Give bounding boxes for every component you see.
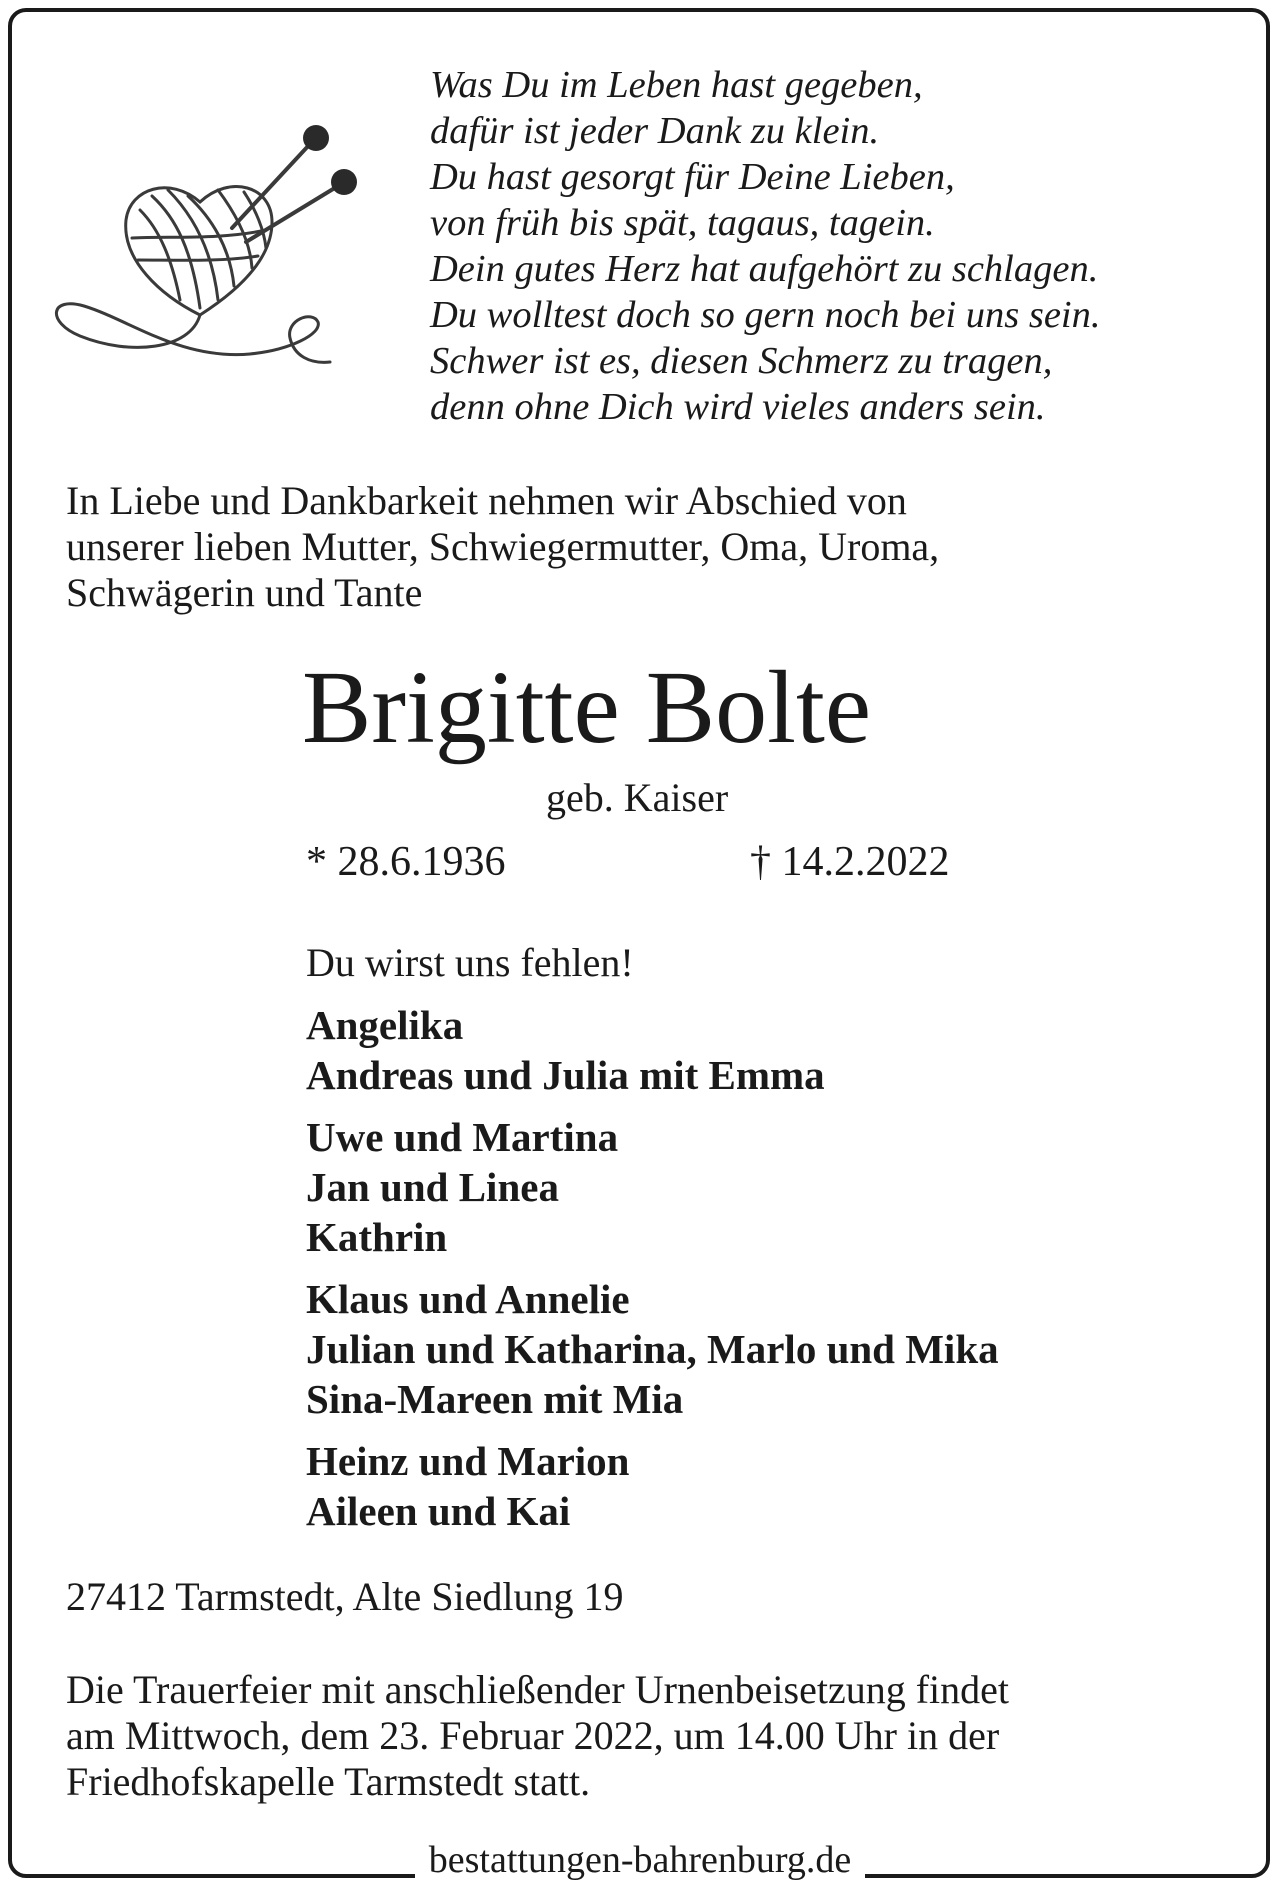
mourner-group bbox=[306, 1112, 1226, 1262]
mourner-group bbox=[306, 1000, 1226, 1100]
address: 27412 Tarmstedt, Alte Siedlung 19 bbox=[66, 1574, 624, 1619]
yarn-heart-knitting-needles-icon bbox=[40, 110, 380, 410]
mourner-line: Angelika bbox=[306, 1002, 464, 1048]
poem-line: dafür ist jeder Dank zu klein. bbox=[430, 110, 880, 152]
mourners-list bbox=[306, 1000, 1226, 1548]
poem-line: Du hast gesorgt für Deine Lieben, bbox=[430, 156, 955, 198]
poem-line: Du wolltest doch so gern noch bei uns sein. bbox=[430, 294, 1101, 336]
footer bbox=[0, 1838, 1280, 1882]
ceremony-line: Die Trauerfeier mit anschließender Urnenbeisetzung findet bbox=[66, 1667, 1010, 1712]
farewell-line: Du wirst uns fehlen! bbox=[306, 940, 634, 985]
intro-text bbox=[66, 478, 1226, 616]
poem bbox=[430, 62, 1250, 430]
ceremony-line: am Mittwoch, dem 23. Februar 2022, um 14.00 Uhr in der bbox=[66, 1713, 1000, 1758]
intro-line: Schwägerin und Tante bbox=[66, 570, 423, 615]
death-date: † 14.2.2022 bbox=[750, 839, 950, 885]
deceased-name: Brigitte Bolte bbox=[302, 650, 872, 765]
maiden-name: geb. Kaiser bbox=[546, 775, 729, 820]
poem-line: von früh bis spät, tagaus, tagein. bbox=[430, 202, 935, 244]
mourner-line: Julian und Katharina, Marlo und Mika bbox=[306, 1326, 999, 1372]
mourner-group bbox=[306, 1436, 1226, 1536]
poem-line: Dein gutes Herz hat aufgehört zu schlagen. bbox=[430, 248, 1099, 290]
ceremony-notice bbox=[66, 1667, 1236, 1805]
birth-date: * 28.6.1936 bbox=[306, 839, 506, 885]
poem-line: Schwer ist es, diesen Schmerz zu tragen, bbox=[430, 340, 1053, 382]
intro-line: In Liebe und Dankbarkeit nehmen wir Abschied von bbox=[66, 478, 907, 523]
funeral-home-link[interactable]: bestattungen-bahrenburg.de bbox=[415, 1839, 865, 1881]
mourner-line: Heinz und Marion bbox=[306, 1438, 630, 1484]
mourner-line: Sina-Mareen mit Mia bbox=[306, 1376, 684, 1422]
mourner-line: Kathrin bbox=[306, 1214, 448, 1260]
mourner-line: Jan und Linea bbox=[306, 1164, 559, 1210]
poem-line: denn ohne Dich wird vieles anders sein. bbox=[430, 386, 1046, 428]
mourner-line: Klaus und Annelie bbox=[306, 1276, 630, 1322]
mourner-line: Uwe und Martina bbox=[306, 1114, 619, 1160]
mourner-group bbox=[306, 1274, 1226, 1424]
poem-line: Was Du im Leben hast gegeben, bbox=[430, 64, 923, 106]
mourner-line: Aileen und Kai bbox=[306, 1488, 571, 1534]
mourner-line: Andreas und Julia mit Emma bbox=[306, 1052, 825, 1098]
ceremony-line: Friedhofskapelle Tarmstedt statt. bbox=[66, 1759, 591, 1804]
intro-line: unserer lieben Mutter, Schwiegermutter, Oma, Uroma, bbox=[66, 524, 940, 569]
